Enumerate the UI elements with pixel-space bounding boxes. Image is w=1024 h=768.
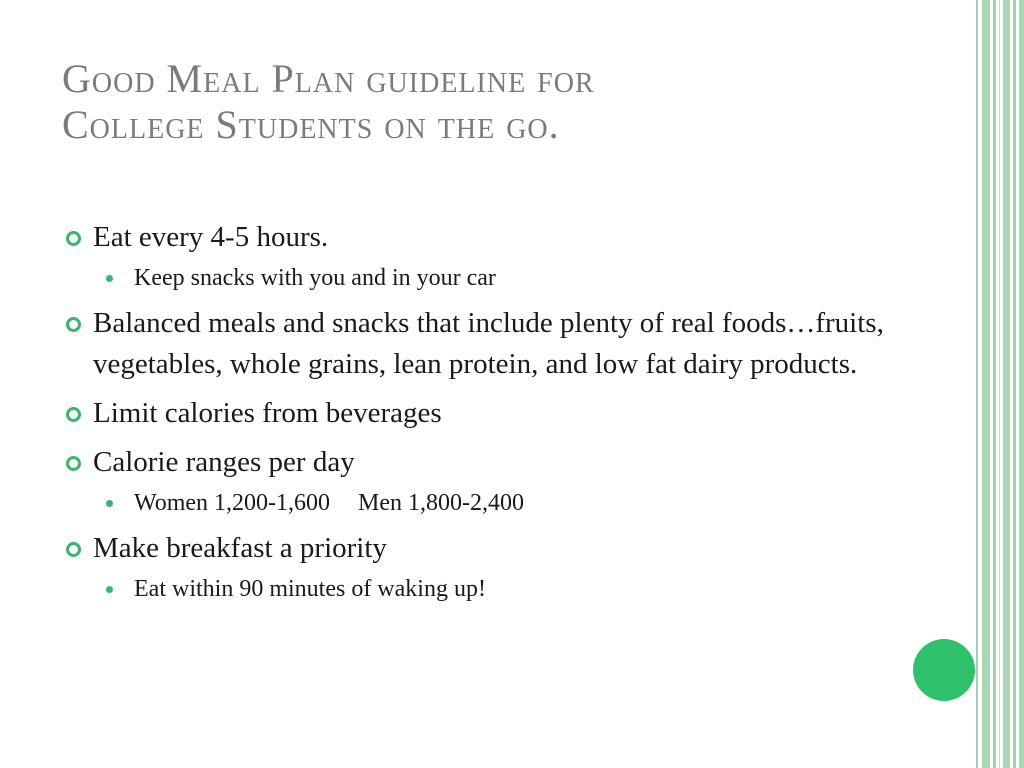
sub-bullet-text: Eat within 90 minutes of waking up! <box>134 576 486 602</box>
calorie-range-men: Men 1,800-2,400 <box>358 490 525 516</box>
sub-bullet-item <box>62 263 922 293</box>
bullet-text: Eat every 4-5 hours. <box>93 221 329 253</box>
bullet-text: Calorie ranges per day <box>93 446 355 478</box>
ring-bullet-icon <box>66 317 81 332</box>
decorative-stripe <box>1019 0 1024 768</box>
sub-bullet-item <box>62 488 922 518</box>
bullet-item <box>62 528 922 569</box>
decorative-stripe <box>993 0 996 768</box>
sub-bullet-text: Keep snacks with you and in your car <box>134 265 496 291</box>
decorative-stripe <box>1003 0 1010 768</box>
title-line-2: College Students on the go. <box>62 102 560 147</box>
decorative-stripe <box>982 0 990 768</box>
ring-bullet-icon <box>66 407 81 422</box>
sub-bullet-item <box>62 574 922 604</box>
dot-bullet-icon <box>106 586 113 593</box>
bullet-item <box>62 303 922 385</box>
dot-bullet-icon <box>106 500 113 507</box>
title-line-1: Good Meal Plan guideline for <box>62 56 595 101</box>
slide-title <box>62 56 922 148</box>
decorative-circle <box>913 639 975 701</box>
bullet-text: Limit calories from beverages <box>93 397 442 429</box>
decorative-stripe <box>1013 0 1016 768</box>
bullet-item <box>62 393 922 434</box>
calorie-range-women: Women 1,200-1,600 <box>134 490 331 516</box>
bullet-item <box>62 217 922 258</box>
decorative-stripe <box>976 0 978 768</box>
bullet-text: Balanced meals and snacks that include plenty of real foods…fruits, vegetables, whole grains, lean protein, and low fat dairy products. <box>93 307 884 380</box>
bullet-text: Make breakfast a priority <box>93 532 387 564</box>
decorative-stripe <box>999 0 1000 768</box>
ring-bullet-icon <box>66 231 81 246</box>
dot-bullet-icon <box>106 275 113 282</box>
ring-bullet-icon <box>66 456 81 471</box>
bullet-item <box>62 442 922 483</box>
bullet-list <box>62 217 922 614</box>
ring-bullet-icon <box>66 542 81 557</box>
